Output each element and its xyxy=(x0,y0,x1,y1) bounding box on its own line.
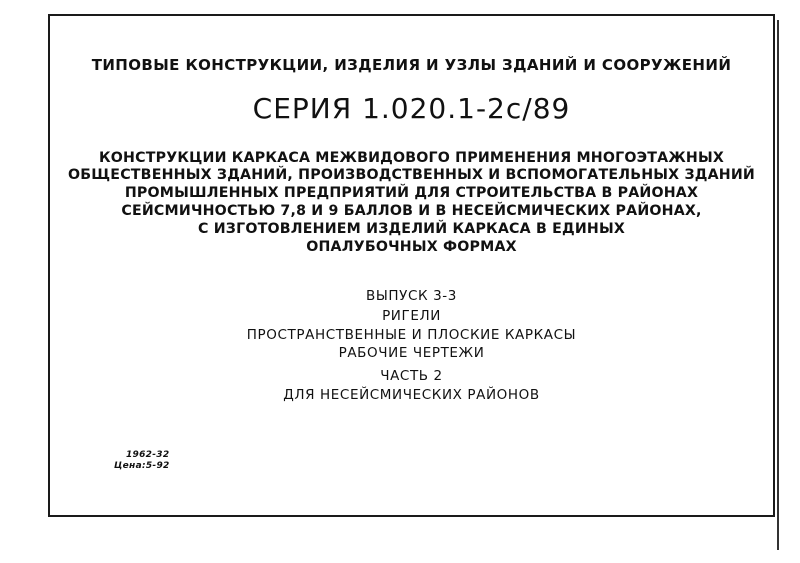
part-number: ЧАСТЬ 2 xyxy=(380,368,443,384)
page-edge-line xyxy=(777,20,779,550)
description-line: КОНСТРУКЦИИ КАРКАСА МЕЖВИДОВОГО ПРИМЕНЕНИЯ МНОГОЭТАЖНЫХ xyxy=(99,150,724,166)
description-line: СЕЙСМИЧНОСТЬЮ 7,8 И 9 БАЛЛОВ И В НЕСЕЙСМИЧЕСКИХ РАЙОНАХ, xyxy=(121,203,702,219)
stamp-price: Цена:5-92 xyxy=(114,461,170,471)
drawings-type: РАБОЧИЕ ЧЕРТЕЖИ xyxy=(338,345,485,361)
issue-number: ВЫПУСК 3-3 xyxy=(366,288,457,304)
description-line: ОПАЛУБОЧНЫХ ФОРМАХ xyxy=(306,239,517,255)
document-heading: ТИПОВЫЕ КОНСТРУКЦИИ, ИЗДЕЛИЯ И УЗЛЫ ЗДАНИЙ И СООРУЖЕНИЙ xyxy=(91,56,732,74)
subject-detail: ПРОСТРАНСТВЕННЫЕ И ПЛОСКИЕ КАРКАСЫ xyxy=(246,327,577,343)
title-block-frame xyxy=(48,14,775,517)
subject-title: РИГЕЛИ xyxy=(382,308,441,324)
description-line: ПРОМЫШЛЕННЫХ ПРЕДПРИЯТИЙ ДЛЯ СТРОИТЕЛЬСТВА В РАЙОНАХ xyxy=(124,185,699,201)
stamp-code: 1962-32 xyxy=(126,450,170,460)
description-line: ОБЩЕСТВЕННЫХ ЗДАНИЙ, ПРОИЗВОДСТВЕННЫХ И ВСПОМОГАТЕЛЬНЫХ ЗДАНИЙ xyxy=(68,167,755,183)
description-line: С ИЗГОТОВЛЕНИЕМ ИЗДЕЛИЙ КАРКАСА В ЕДИНЫХ xyxy=(197,221,626,237)
part-scope: ДЛЯ НЕСЕЙСМИЧЕСКИХ РАЙОНОВ xyxy=(283,387,540,403)
series-title: СЕРИЯ 1.020.1-2с/89 xyxy=(252,92,571,125)
